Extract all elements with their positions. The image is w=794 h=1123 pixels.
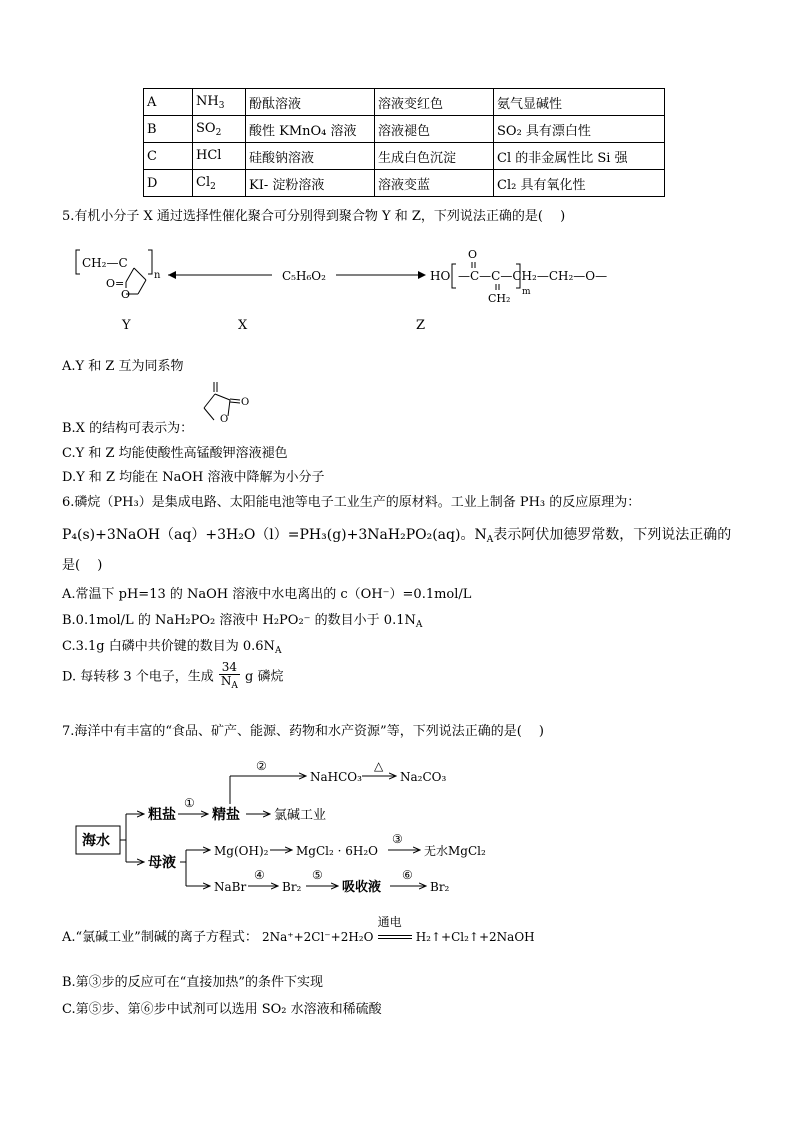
q6-eq-tail2: 表示阿伏加德罗常数，下列说法正确的 <box>493 527 732 543</box>
q7-option-a-pre: A.“氯碱工业”制碱的离子方程式： <box>62 930 258 945</box>
seawater-label: 海水 <box>82 833 110 849</box>
table-row <box>144 89 665 116</box>
svg-text:—C—C—CH₂—CH₂—O—: —C—C—CH₂—CH₂—O— <box>458 269 608 283</box>
svg-text:HO: HO <box>430 269 451 283</box>
row-conclusion: Cl 的非金属性比 Si 强 <box>494 143 665 170</box>
row-reagent: HCl <box>193 143 246 170</box>
q6-frac-num: 34 <box>219 661 240 675</box>
z-ch2: CH₂ <box>488 292 511 305</box>
q6-equation-line <box>62 524 731 545</box>
q7-condition-text: 通电 <box>377 914 402 929</box>
q5-option-a: A.Y 和 Z 互为同系物 <box>62 359 184 374</box>
row-reagent: $Cl_2$ <box>193 170 246 197</box>
br2: Br₂ <box>282 880 302 894</box>
row-conclusion: Cl₂ 具有氧化性 <box>494 170 665 197</box>
q6-frac-den-sub: A <box>231 681 238 691</box>
row-reagent: $NH_3$ <box>193 89 246 116</box>
row-label: B <box>144 116 193 143</box>
q6-option-b-text: B.0.1mol/L 的 NaH₂PO₂ 溶液中 H₂PO₂⁻ 的数目小于 0.1N <box>62 613 416 628</box>
q7-flowchart <box>60 752 520 902</box>
q6-option-b-sub: A <box>415 620 423 630</box>
label-x: X <box>238 318 248 333</box>
table-row <box>144 170 665 197</box>
nahco3: NaHCO₃ <box>310 770 362 784</box>
svg-text:O=: O= <box>106 277 125 290</box>
ring-carbonyl-o: O <box>241 397 250 408</box>
q6-option-b <box>62 609 422 630</box>
mgoh2: Mg(OH)₂ <box>214 844 269 858</box>
q5-option-b: B.X 的结构可表示为： <box>62 421 194 436</box>
z-m: m <box>522 287 531 297</box>
crude-salt: 粗盐 <box>148 807 176 823</box>
q6-option-a: A.常温下 pH=13 的 NaOH 溶液中水电离出的 c（OH⁻）=0.1mol/L <box>62 587 472 602</box>
delta: △ <box>374 759 384 773</box>
q6-option-c-text: C.3.1g 白磷中共价键的数目为 0.6N <box>62 639 275 654</box>
row-phenomenon: 溶液褪色 <box>375 116 494 143</box>
options-table <box>143 88 665 197</box>
row-solution: 硅酸钠溶液 <box>246 143 375 170</box>
row-label: C <box>144 143 193 170</box>
step-2: ② <box>256 759 267 773</box>
mother-liquor: 母液 <box>148 855 176 871</box>
q6-option-d-pre: D. 每转移 3 个电子，生成 <box>62 669 214 685</box>
table-row <box>144 143 665 170</box>
row-solution: 酸性 KMnO₄ 溶液 <box>246 116 375 143</box>
step-5: ⑤ <box>312 868 323 882</box>
q6-option-d <box>62 661 284 693</box>
row-label: D <box>144 170 193 197</box>
q7-stem: 7.海洋中有丰富的“食品、矿产、能源、药物和水产资源”等，下列说法正确的是( ) <box>62 724 544 739</box>
q5-option-d: D.Y 和 Z 均能在 NaOH 溶液中降解为小分子 <box>62 470 325 485</box>
q6-eq-tail-sub: A <box>486 535 494 545</box>
row-phenomenon: 生成白色沉淀 <box>375 143 494 170</box>
anhydrous-mgcl2: 无水MgCl₂ <box>424 844 486 858</box>
q7-electrolysis-condition <box>377 914 412 945</box>
row-conclusion: 氨气显碱性 <box>494 89 665 116</box>
q5-structure-diagram <box>60 238 608 338</box>
table-row <box>144 116 665 143</box>
y-chain: CH₂—C <box>82 256 128 270</box>
nabr: NaBr <box>214 880 247 894</box>
q6-option-d-post: g 磷烷 <box>245 669 284 685</box>
row-conclusion: SO₂ 具有漂白性 <box>494 116 665 143</box>
q6-equation: P₄(s)+3NaOH（aq）+3H₂O（l）=PH₃(g)+3NaH₂PO₂(aq) <box>62 527 461 543</box>
q7-option-c: C.第⑤步、第⑥步中试剂可以选用 SO₂ 水溶液和稀硫酸 <box>62 1002 382 1017</box>
q7-option-a-eq: 2Na⁺+2Cl⁻+2H₂O <box>261 930 374 944</box>
q5-stem: 5.有机小分子 X 通过选择性催化聚合可分别得到聚合物 Y 和 Z，下列说法正确的是( ) <box>62 209 566 224</box>
na2co3: Na₂CO₃ <box>400 770 447 784</box>
step-4: ④ <box>254 868 265 882</box>
refined-salt: 精盐 <box>212 807 240 823</box>
row-phenomenon: 溶液变蓝 <box>375 170 494 197</box>
ring-o: O <box>220 414 229 425</box>
q7-option-a <box>62 914 535 945</box>
q6-option-c-sub: A <box>274 646 282 656</box>
chlor-alkali: 氯碱工业 <box>274 808 327 823</box>
row-label: A <box>144 89 193 116</box>
q6-frac-den: N <box>220 674 232 688</box>
q7-option-b: B.第③步的反应可在“直接加热”的条件下实现 <box>62 975 323 990</box>
row-solution: 酚酞溶液 <box>246 89 375 116</box>
absorb-liquid: 吸收液 <box>342 880 382 895</box>
row-phenomenon: 溶液变红色 <box>375 89 494 116</box>
y-ring-o: O <box>121 288 131 301</box>
step-1: ① <box>184 796 195 810</box>
q6-stem: 6.磷烷（PH₃）是集成电路、太阳能电池等电子工业生产的原材料。工业上制备 PH₃ 的反应原理为： <box>62 495 641 510</box>
z-carbonyl-o: O <box>468 248 478 261</box>
y-n: n <box>154 270 161 281</box>
row-solution: KI- 淀粉溶液 <box>246 170 375 197</box>
step-6: ⑥ <box>402 868 413 882</box>
step-3: ③ <box>392 832 403 846</box>
label-z: Z <box>416 318 426 333</box>
q6-fraction <box>219 661 240 693</box>
label-y: Y <box>122 318 131 333</box>
q6-option-c <box>62 635 281 656</box>
br2-end: Br₂ <box>430 880 450 894</box>
q7-option-a-products: H₂↑+Cl₂↑+2NaOH <box>415 930 535 944</box>
q5-option-c: C.Y 和 Z 均能使酸性高锰酸钾溶液褪色 <box>62 446 288 461</box>
q5-ring-structure <box>196 378 256 428</box>
mgcl2-hydrate: MgCl₂ · 6H₂O <box>296 844 378 858</box>
row-reagent: $SO_2$ <box>193 116 246 143</box>
x-formula: C₅H₆O₂ <box>282 269 326 283</box>
q6-eq-tail: 。N <box>460 527 487 543</box>
q6-stem-end: 是( ) <box>62 558 103 573</box>
